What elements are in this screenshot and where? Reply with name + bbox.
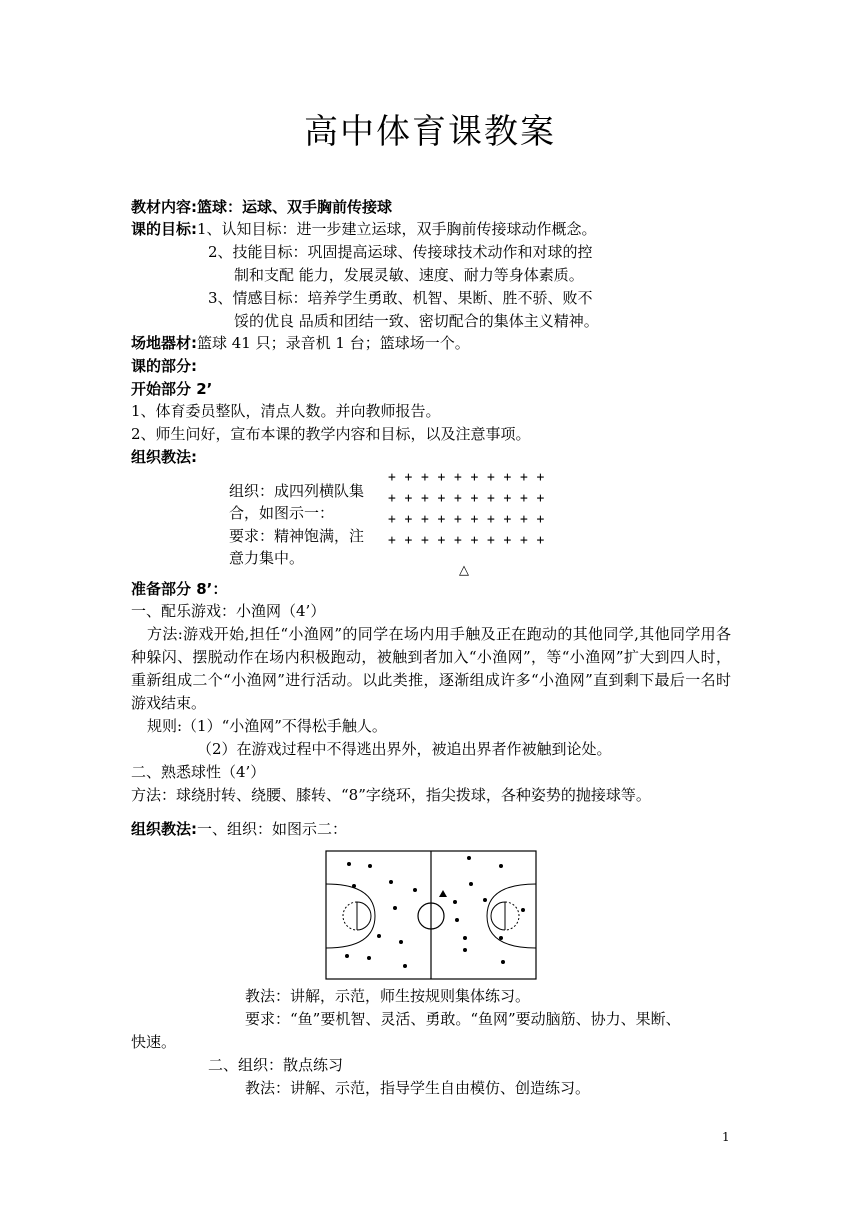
student-dot — [393, 906, 397, 910]
student-dot — [499, 936, 503, 940]
content-line — [131, 196, 392, 218]
teach-method-2: 教法：讲解、示范，指导学生自由模仿、创造练习。 — [245, 1079, 591, 1097]
student-dots — [345, 856, 525, 968]
formation-student-mark: + — [536, 470, 545, 485]
formation-student-mark: + — [487, 512, 495, 527]
prep-org-line — [131, 818, 347, 840]
court-diagram — [325, 850, 537, 980]
left-key-solid — [357, 902, 371, 930]
student-dot — [467, 856, 471, 860]
student-dot — [377, 934, 381, 938]
student-dot — [368, 864, 372, 868]
ball-method: 方法：球绕肘转、绕腰、膝转、“8”字绕环，指尖拨球，各种姿势的抛接球等。 — [131, 786, 651, 804]
start-heading: 开始部分 2’ — [131, 380, 213, 398]
student-dot — [453, 900, 457, 904]
prep-org-text: 一、组织：如图示二： — [197, 820, 348, 838]
formation-student-mark: + — [470, 533, 479, 548]
formation-student-mark: + — [404, 470, 413, 485]
formation-student-mark: + — [503, 491, 512, 506]
goal-2-line-2: 制和支配 能力，发展灵敏、速度、耐力等身体素质。 — [234, 266, 584, 284]
venue-line — [131, 332, 470, 354]
start-req-line-1: 要求：精神饱满，注 — [229, 527, 365, 545]
formation-student-mark: + — [520, 533, 528, 548]
student-dot — [501, 960, 505, 964]
goal-2-line-1: 2、技能目标：巩固提高运球、传接球技术动作和对球的控 — [208, 243, 593, 261]
game-rule-1: 规则:（1）“小渔网”不得松手触人。 — [147, 717, 387, 735]
formation-student-mark: + — [503, 533, 512, 548]
student-dot — [521, 908, 525, 912]
game-title: 一、配乐游戏：小渔网（4’） — [131, 602, 326, 620]
formation-student-mark: + — [536, 533, 545, 548]
venue-label: 场地器材: — [131, 334, 197, 352]
student-dot — [463, 948, 467, 952]
formation-student-mark: + — [421, 491, 429, 506]
venue-value: 篮球 41 只；录音机 1 台；篮球场一个。 — [197, 334, 470, 352]
content-label: 教材内容: — [131, 198, 197, 216]
formation-student-mark: + — [487, 491, 495, 506]
student-dot — [499, 864, 503, 868]
formation-student-mark: + — [454, 470, 462, 485]
formation-student-mark: + — [536, 491, 545, 506]
start-org-label: 组织教法: — [131, 448, 197, 466]
goal-line-1 — [131, 218, 597, 240]
student-dot — [347, 862, 351, 866]
start-item-1: 1、体育委员整队，清点人数。并向教师报告。 — [131, 402, 441, 420]
prep-org-label: 组织教法: — [131, 820, 197, 838]
left-three-point-arc — [326, 884, 375, 948]
requirement-line-b: 快速。 — [131, 1033, 177, 1051]
start-org-line-1: 组织：成四列横队集 — [229, 482, 365, 500]
prep-heading: 准备部分 8’： — [131, 580, 228, 598]
teach-method-1: 教法：讲解，示范，师生按规则集体练习。 — [245, 987, 531, 1005]
formation-student-mark: + — [454, 533, 462, 548]
formation-student-mark: + — [404, 512, 413, 527]
start-org-line-2: 合，如图示一： — [229, 504, 335, 522]
student-dot — [345, 954, 349, 958]
formation-student-mark: + — [520, 491, 528, 506]
right-three-point-arc — [487, 884, 536, 948]
formation-student-mark: + — [388, 533, 396, 548]
requirement-line-a: 要求：“鱼”要机智、灵活、勇敢。“鱼网”要动脑筋、协力、果断、 — [245, 1010, 681, 1028]
student-dot — [413, 888, 417, 892]
formation-student-mark: + — [421, 533, 429, 548]
formation-student-mark: + — [470, 470, 479, 485]
formation-student-mark: + — [404, 533, 413, 548]
student-dot — [469, 882, 473, 886]
right-key-solid — [491, 902, 505, 930]
formation-student-mark: + — [536, 512, 545, 527]
content-value: 篮球：运球、双手胸前传接球 — [197, 198, 393, 216]
page-number: 1 — [722, 1130, 730, 1144]
org-2: 二、组织：散点练习 — [208, 1056, 344, 1074]
formation-student-mark: + — [388, 491, 396, 506]
student-dot — [403, 964, 407, 968]
formation-student-mark: + — [520, 470, 528, 485]
start-item-2: 2、师生问好，宣布本课的教学内容和目标，以及注意事项。 — [131, 425, 531, 443]
formation-student-mark: + — [437, 512, 446, 527]
student-dot — [483, 898, 487, 902]
formation-student-mark: + — [470, 491, 479, 506]
document-title: 高中体育课教案 — [304, 112, 556, 152]
formation-student-mark: + — [421, 512, 429, 527]
formation-student-mark: + — [487, 533, 495, 548]
student-dot — [399, 940, 403, 944]
student-dot — [367, 956, 371, 960]
formation-student-mark: + — [503, 470, 512, 485]
game-method: 方法:游戏开始,担任“小渔网”的同学在场内用手触及正在跑动的其他同学,其他同学用各种躲闪、摆脱动作在场内积极跑动，被触到者加入“小渔网”，等“小渔网”扩大到四人时，重新组成二个“小渔网”进行活动。以此类推，逐渐组成许多“小渔网”直到剩下最后一名时游戏结束。 — [131, 625, 731, 712]
formation-student-mark: + — [454, 512, 462, 527]
start-req-line-2: 意力集中。 — [229, 549, 305, 567]
student-dot — [389, 880, 393, 884]
formation-student-mark: + — [388, 470, 396, 485]
formation-student-mark: + — [503, 512, 512, 527]
goal-1: 1、认知目标：进一步建立运球，双手胸前传接球动作概念。 — [197, 220, 597, 238]
formation-student-mark: + — [437, 491, 446, 506]
formation-student-mark: + — [388, 512, 396, 527]
formation-student-mark: + — [454, 491, 462, 506]
parts-label: 课的部分: — [131, 357, 197, 375]
student-dot — [455, 918, 459, 922]
goal-3-line-1: 3、情感目标：培养学生勇敢、机智、果断、胜不骄、败不 — [208, 289, 593, 307]
left-key-dashed — [343, 902, 357, 930]
game-rule-2: （2）在游戏过程中不得逃出界外，被追出界者作被触到论处。 — [197, 740, 612, 758]
formation-student-mark: + — [437, 470, 446, 485]
student-dot — [463, 936, 467, 940]
teacher-marker: △ — [459, 563, 469, 578]
goal-3-line-2: 馁的优良 品质和团结一致、密切配合的集体主义精神。 — [234, 312, 599, 330]
ball-title: 二、熟悉球性（4’） — [131, 763, 266, 781]
formation-student-mark: + — [437, 533, 446, 548]
formation-student-mark: + — [421, 470, 429, 485]
student-dot — [352, 884, 356, 888]
formation-diagram — [388, 470, 558, 580]
formation-student-mark: + — [404, 491, 413, 506]
formation-student-mark: + — [520, 512, 528, 527]
formation-student-mark: + — [470, 512, 479, 527]
right-key-dashed — [505, 902, 519, 930]
teacher-triangle — [439, 890, 447, 897]
formation-student-mark: + — [487, 470, 495, 485]
goal-label: 课的目标: — [131, 220, 197, 238]
